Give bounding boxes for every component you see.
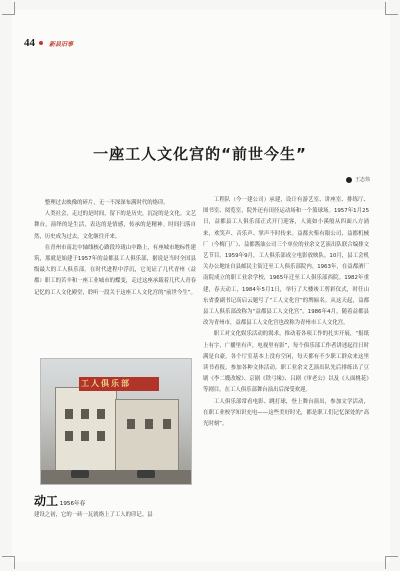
- car: [71, 470, 89, 478]
- section-caption: [34, 492, 85, 509]
- author-icon: [346, 177, 352, 183]
- paragraph: 整理过去映像的碎片，无一不深深布满时代的烙印。: [44, 200, 169, 206]
- window: [163, 419, 171, 429]
- crop-mark: [2, 556, 15, 569]
- window: [65, 409, 73, 419]
- paragraph: 工程队（今一建公司）承建，设计有游艺室、讲座室、排练厅、图书室、阅览室，院外还有田径运动场和一个篮球场。1957年1月25日，益都县工人俱乐部正式开门迎客，人流如小溪般从四面八方涌来，欢笑声、音乐声、掌声不时传来。益都火柴有限公司、益都机械厂（今梅门厂）、益都酱油公司三个单位的业余文艺演出队联合编排文艺节目。1959年9月，工人俱乐部成立电影放映队。10月，县工会机关办公地址自县邮民主街迁至工人俱乐部院内。1963年，在益都酒厂南院成立的职工业余学校，1965年迁至工人俱乐部西院。1982年重建，春天动工，1984年5月1日，举行了大楼竣工剪彩仪式，时任山东省委副书记高启云题写了“工人文化宫”的牌匾名。从这天起，益都县工人俱乐部改称为“益都县工人文化宫”。1986年4月，随着益都县改为青州市，益都县工人文化宫也改称为青州市工人文化宫。: [203, 197, 369, 327]
- caption-heading: 动工: [34, 494, 59, 508]
- crop-mark: [2, 2, 15, 15]
- car: [137, 470, 155, 478]
- paragraph: 在青州市南北中轴线核心路段玲珑山中路上，有座城市地标性建筑，那就是始建于1957年的益都县工人俱乐部，据说是当时全国县级最大的工人俱乐部。在时代进程中浮沉，它见证了几代青州（益都）职工的苦辛和一座工业城市的蝶变，走过这座承载着几代人青春记忆的工人文化殿堂，聆听一段关于这座工人文化宫的“前世今生”。: [34, 244, 196, 296]
- section-tag: 新县旧事: [49, 40, 74, 48]
- page-number: 44: [24, 37, 35, 49]
- window: [65, 431, 73, 441]
- window: [145, 419, 153, 429]
- left-column: [34, 198, 196, 299]
- window: [97, 409, 105, 419]
- paragraph: 建设之初，它的一砖一瓦就烙上了工人的印记。县: [34, 512, 153, 518]
- byline: [346, 176, 370, 183]
- paragraph: 职工对文化娱乐活动的渴求，推动着各项工作的扎实开展，“报纸上有字，广播里有声，电视里有影”，每个俱乐部工作者讲述起往日时满是自豪。各个厅室基本上没有空闲，每天都有不少职工群众来这里读书看报，参加各种文体活动。职工业余文艺演出队先后排练出了豆剧《李二嫂改嫁》、京剧《铁弓缘》、吕剧《审老公》以及《人面桃花》等剧目，在工人俱乐部舞台演出后深受欢迎。: [203, 331, 369, 394]
- article-title: 一座工人文化宫的“前世今生”: [93, 145, 307, 163]
- historic-photo: [40, 358, 192, 485]
- caption-year: 1956年春: [59, 501, 86, 507]
- header-dot-icon: [39, 41, 43, 45]
- crop-mark: [385, 556, 398, 569]
- paragraph: 人类社会，走过的是时间，留下的是历史，沉淀的是文化。文艺舞台，演绎的是生活，表达的是情感，传承的是精神。时间扫落自然，历史成为过去，文化继往开来。: [34, 211, 196, 240]
- window: [127, 419, 135, 429]
- sign-text: 工人俱乐部: [81, 379, 131, 388]
- right-column: [203, 195, 369, 430]
- author-name: 王志伟: [354, 177, 370, 183]
- window: [81, 409, 89, 419]
- building: [115, 399, 179, 481]
- page-header: [24, 36, 73, 50]
- window: [97, 431, 105, 441]
- paragraph: 工人俱乐部常看电影、跳打球，登上舞台演出，参加文学活动，在职工业校学知识充电——这些美好时光，都是职工们记忆深处的“高光时刻”。: [203, 398, 369, 428]
- crop-mark: [385, 2, 398, 15]
- window: [81, 431, 89, 441]
- ground: [41, 470, 191, 484]
